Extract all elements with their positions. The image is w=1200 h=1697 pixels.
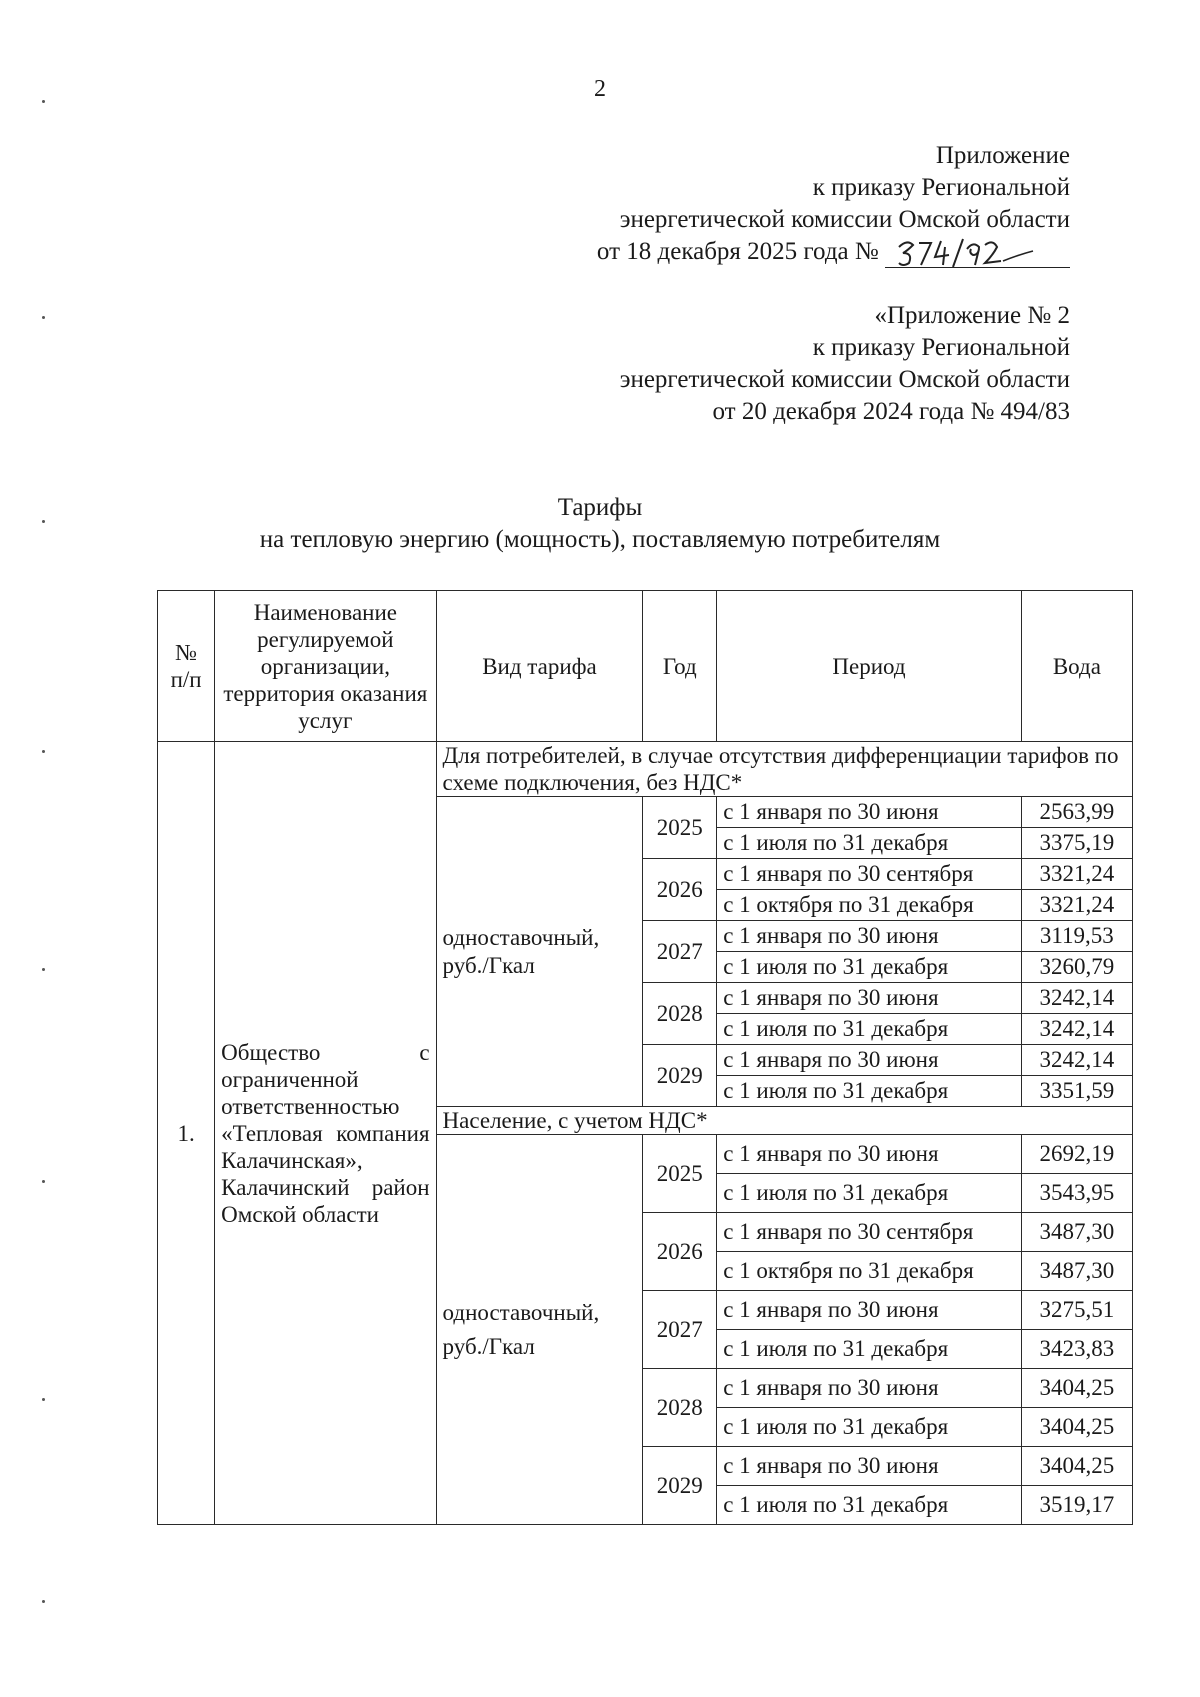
header-no: № п/п — [158, 591, 215, 742]
tariff-kind: одноставочный, руб./Гкал — [436, 1135, 643, 1525]
amended-header-line: энергетической комиссии Омской области — [619, 366, 1070, 393]
period-cell: с 1 января по 30 сентября — [717, 859, 1022, 890]
water-tariff-value: 3351,59 — [1021, 1076, 1132, 1107]
period-cell: с 1 октября по 31 декабря — [717, 890, 1022, 921]
period-cell: с 1 января по 30 июня — [717, 1045, 1022, 1076]
period-cell: с 1 октября по 31 декабря — [717, 1252, 1022, 1291]
handwritten-order-number — [885, 239, 1070, 268]
scan-mark — [42, 1398, 45, 1401]
scan-mark — [42, 316, 45, 319]
water-tariff-value: 3519,17 — [1021, 1486, 1132, 1525]
water-tariff-value: 3242,14 — [1021, 983, 1132, 1014]
header-organization: Наименование регулируемой организации, территория оказания услуг — [215, 591, 436, 742]
year-cell: 2026 — [643, 859, 717, 921]
title-line: Тарифы — [557, 494, 643, 521]
year-cell: 2029 — [643, 1447, 717, 1525]
tariff-table — [157, 590, 1133, 1525]
period-cell: с 1 января по 30 июня — [717, 1135, 1022, 1174]
water-tariff-value: 3260,79 — [1021, 952, 1132, 983]
water-tariff-value: 3404,25 — [1021, 1369, 1132, 1408]
year-cell: 2025 — [643, 1135, 717, 1213]
tariff-kind: одноставочный, руб./Гкал — [436, 797, 643, 1107]
water-tariff-value: 3242,14 — [1021, 1014, 1132, 1045]
period-cell: с 1 января по 30 июня — [717, 1369, 1022, 1408]
amended-header-line: к приказу Региональной — [812, 334, 1070, 361]
water-tariff-value: 3375,19 — [1021, 828, 1132, 859]
period-cell: с 1 января по 30 сентября — [717, 1213, 1022, 1252]
row-number: 1. — [158, 742, 215, 1525]
period-cell: с 1 июля по 31 декабря — [717, 1408, 1022, 1447]
page-number: 2 — [594, 76, 606, 102]
appendix-date-line — [597, 236, 1070, 268]
appendix-header-line: Приложение — [935, 142, 1070, 169]
header-tariff-kind: Вид тарифа — [436, 591, 643, 742]
water-tariff-value: 3119,53 — [1021, 921, 1132, 952]
water-tariff-value: 3321,24 — [1021, 859, 1132, 890]
period-cell: с 1 июля по 31 декабря — [717, 1076, 1022, 1107]
appendix-header-line: энергетической комиссии Омской области — [619, 206, 1070, 233]
water-tariff-value: 3543,95 — [1021, 1174, 1132, 1213]
water-tariff-value: 3242,14 — [1021, 1045, 1132, 1076]
section-title: Население, с учетом НДС* — [436, 1107, 1132, 1135]
water-tariff-value: 3321,24 — [1021, 890, 1132, 921]
period-cell: с 1 июля по 31 декабря — [717, 1174, 1022, 1213]
period-cell: с 1 января по 30 июня — [717, 797, 1022, 828]
appendix-date-text: от 18 декабря 2025 года № — [596, 238, 879, 265]
water-tariff-value: 3404,25 — [1021, 1447, 1132, 1486]
period-cell: с 1 января по 30 июня — [717, 921, 1022, 952]
water-tariff-value: 2692,19 — [1021, 1135, 1132, 1174]
table-header-row — [158, 591, 1133, 742]
section-row — [158, 742, 1133, 797]
year-cell: 2029 — [643, 1045, 717, 1107]
header-year: Год — [643, 591, 717, 742]
year-cell: 2028 — [643, 983, 717, 1045]
water-tariff-value: 3275,51 — [1021, 1291, 1132, 1330]
year-cell: 2026 — [643, 1213, 717, 1291]
amended-header-line: «Приложение № 2 — [874, 302, 1070, 329]
period-cell: с 1 июля по 31 декабря — [717, 952, 1022, 983]
period-cell: с 1 июля по 31 декабря — [717, 1330, 1022, 1369]
water-tariff-value: 3423,83 — [1021, 1330, 1132, 1369]
period-cell: с 1 июля по 31 декабря — [717, 828, 1022, 859]
period-cell: с 1 января по 30 июня — [717, 1447, 1022, 1486]
year-cell: 2027 — [643, 1291, 717, 1369]
header-water: Вода — [1021, 591, 1132, 742]
period-cell: с 1 июля по 31 декабря — [717, 1014, 1022, 1045]
amended-header-line: от 20 декабря 2024 года № 494/83 — [712, 398, 1070, 425]
scan-mark — [42, 1180, 45, 1183]
organization-name: Общество с ограниченной ответственностью «Тепловая компания Калачинская», Калачинский район Омской области — [215, 742, 436, 1525]
water-tariff-value: 3404,25 — [1021, 1408, 1132, 1447]
year-cell: 2025 — [643, 797, 717, 859]
period-cell: с 1 января по 30 июня — [717, 1291, 1022, 1330]
scan-mark — [42, 1600, 45, 1603]
amended-appendix-header — [620, 300, 1070, 428]
header-period: Период — [717, 591, 1022, 742]
water-tariff-value: 3487,30 — [1021, 1252, 1132, 1291]
period-cell: с 1 января по 30 июня — [717, 983, 1022, 1014]
appendix-header — [597, 140, 1070, 268]
year-cell: 2027 — [643, 921, 717, 983]
scan-mark — [42, 750, 45, 753]
water-tariff-value: 3487,30 — [1021, 1213, 1132, 1252]
title-line: на тепловую энергию (мощность), поставляемую потребителям — [259, 526, 941, 553]
scan-mark — [42, 968, 45, 971]
water-tariff-value: 2563,99 — [1021, 797, 1132, 828]
section-title: Для потребителей, в случае отсутствия дифференциации тарифов по схеме подключения, без НДС* — [436, 742, 1132, 797]
year-cell: 2028 — [643, 1369, 717, 1447]
handwritten-number-signature — [893, 233, 1043, 271]
document-title — [0, 492, 1200, 556]
period-cell: с 1 июля по 31 декабря — [717, 1486, 1022, 1525]
appendix-header-line: к приказу Региональной — [812, 174, 1070, 201]
